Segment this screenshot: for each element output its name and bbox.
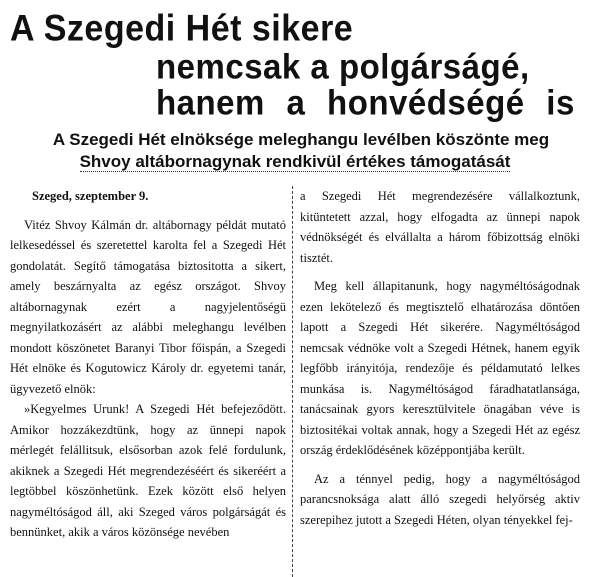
headline-line-1: A Szegedi Hét sikere: [10, 8, 354, 50]
subheadline-line-2: [0, 152, 590, 172]
right-paragraph-1: a Szegedi Hét megrendezésére vállalkoztunk, kitüntetett azzal, hogy elfogadta az ünnepi napok védnökségét és elvállalta a három főbizottság elnöki tisztét.: [300, 189, 580, 265]
subheadline-line-1: A Szegedi Hét elnöksége meleghangu levélben köszönte meg: [52, 130, 550, 149]
dateline: Szeged, szeptember 9.: [32, 189, 149, 203]
left-column: [10, 186, 286, 543]
right-column: [300, 186, 580, 530]
left-paragraph-2: »Kegyelmes Urunk! A Szegedi Hét befejeződött. Amikor hozzákezdtünk, hogy az ünnepi napok mérlegét felállitsuk, elsősorban azok felé fordulunk, akiknek a Szegedi Hét megrendezéséért és sikeréért a legtöbbel köszönhetünk. Ezek között első helyen nagyméltóságod áll, aki Szeged város polgárságát és bennünket, akik a város közönsége nevében: [10, 402, 286, 539]
headline-line-3: hanem a honvédségé is: [156, 82, 575, 122]
headline-line-2: nemcsak a polgárságé,: [156, 46, 530, 86]
left-paragraph-1: Vitéz Shvoy Kálmán dr. altábornagy példát mutató lelkesedéssel és szeretettel karolta fel a Szegedi Hét gondolatát. Segítő támogatása biztositotta a sikert, amely beszárnyalta az egész országot. Shvoy altábornagynak ezért a nagyjelentőségü megnyilatkozásért az alábbi meleghangu levélben mondott köszönetet Baranyi Tibor főispán, a Szegedi Hét elnöke és Kogutowicz Károly dr. egyetemi tanár, ügyvezető elnök:: [10, 217, 286, 396]
right-paragraph-3: Az a ténnyel pedig, hogy a nagyméltóságod parancsnoksága alatt álló szegedi helyőrség aktiv szerepihez jutott a Szegedi Héten, olyan tényekkel fej-: [300, 471, 580, 527]
right-paragraph-2: Meg kell állapitanunk, hogy nagyméltóságodnak ezen lekötelező és megtisztelő elhatározása döntően lapott a Szegedi Hét sikerére. Nagyméltóságod nemcsak védnöke volt a Szegedi Hétnek, hanem egyik legfőbb irányitója, rendezője és példamutató lelkes munkása is. Nagyméltóságod fáradhatatlansága, tanácsainak gyors keresztülvitele önagában véve is biztositékai voltak annak, hogy a Szegedi Hét az egész ország érdeklődésének középpontjába került.: [300, 279, 580, 457]
column-divider: [292, 186, 293, 577]
subheadline-line-2-text: Shvoy altábornagynak rendkivül értékes támogatását: [79, 152, 511, 171]
